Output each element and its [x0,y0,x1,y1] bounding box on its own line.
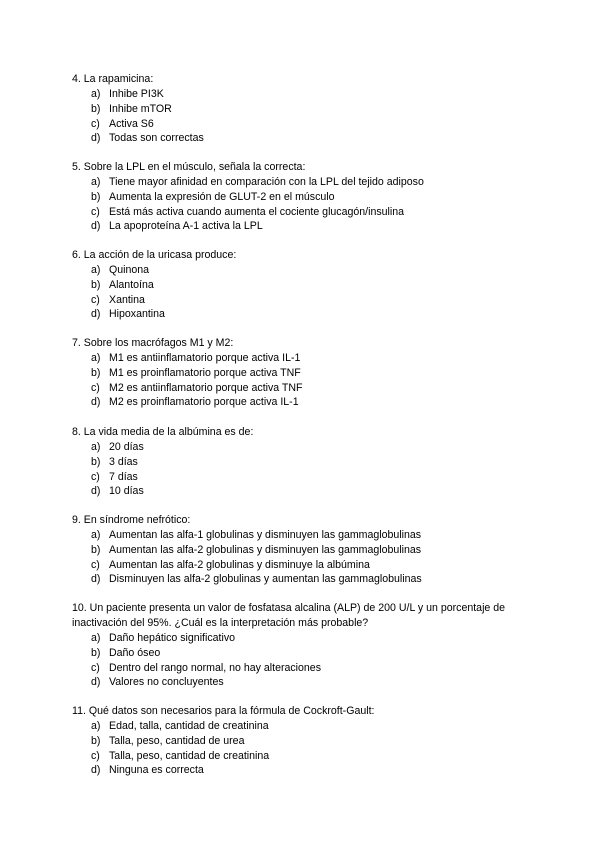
question-6 [72,248,532,322]
option-text: Xantina [109,293,145,306]
option-text: Ninguna es correcta [109,764,204,777]
option-text: Valores no concluyentes [109,676,224,689]
question-4 [72,72,532,146]
option-a [72,528,532,543]
option-letter: b) [91,543,101,556]
option-d [72,395,532,410]
option-b [72,455,532,470]
option-b [72,543,532,558]
option-letter: c) [91,205,100,218]
question-10 [72,601,532,690]
option-text: Está más activa cuando aumenta el cociente glucagón/insulina [109,205,405,218]
option-list [72,175,532,234]
option-c [72,381,532,396]
option-text: Aumenta la expresión de GLUT-2 en el músculo [109,190,335,203]
option-text: Disminuyen las alfa-2 globulinas y aumentan las gammaglobulinas [109,573,422,586]
option-text: Aumentan las alfa-2 globulinas y disminuye la albúmina [109,558,370,571]
option-letter: b) [91,455,101,468]
option-d [72,572,532,587]
option-letter: d) [91,220,101,233]
option-text: Aumentan las alfa-1 globulinas y disminuyen las gammaglobulinas [109,529,422,541]
option-text: Talla, peso, cantidad de urea [109,734,245,747]
option-letter: a) [91,529,101,541]
question-stem: 8. La vida media de la albúmina es de: [72,426,254,438]
option-d [72,307,532,322]
question-stem: 5. Sobre la LPL en el músculo, señala la correcta: [72,161,306,173]
option-list [72,528,532,587]
question-stem: 7. Sobre los macrófagos M1 y M2: [72,337,234,349]
option-letter: c) [91,470,100,483]
option-text: 7 días [109,470,138,483]
option-d [72,484,532,499]
option-letter: d) [91,573,101,586]
option-list [72,631,532,690]
option-b [72,366,532,381]
option-text: 20 días [109,441,144,453]
option-b [72,734,532,749]
option-c [72,558,532,573]
option-letter: c) [91,381,100,394]
option-c [72,470,532,485]
option-list [72,351,532,410]
option-b [72,646,532,661]
option-letter: b) [91,102,101,115]
option-letter: a) [91,264,101,276]
option-letter: a) [91,720,101,732]
option-text: M1 es antiinflamatorio porque activa IL-1 [109,352,301,364]
option-letter: d) [91,676,101,689]
option-d [72,675,532,690]
option-c [72,205,532,220]
question-stem: 11. Qué datos son necesarios para la fórmula de Cockroft-Gault: [72,705,375,717]
option-text: Edad, talla, cantidad de creatinina [109,720,269,732]
option-c [72,749,532,764]
option-letter: b) [91,278,101,291]
option-letter: b) [91,734,101,747]
option-letter: a) [91,441,101,453]
option-a [72,351,532,366]
option-b [72,190,532,205]
question-5 [72,160,532,234]
option-letter: d) [91,132,101,145]
option-a [72,175,532,190]
option-text: Alantoína [109,278,154,291]
option-text: Tiene mayor afinidad en comparación con la LPL del tejido adiposo [109,176,424,188]
option-list [72,263,532,322]
option-text: M2 es proinflamatorio porque activa IL-1 [109,396,299,409]
option-text: Talla, peso, cantidad de creatinina [109,749,270,762]
option-text: Daño óseo [109,646,161,659]
option-list [72,87,532,146]
option-c [72,117,532,132]
option-text: Daño hepático significativo [109,632,236,644]
option-a [72,263,532,278]
option-text: M2 es antiinflamatorio porque activa TNF [109,381,303,394]
question-stem: 9. En síndrome nefrótico: [72,514,191,526]
option-text: Quinona [109,264,150,276]
question-11 [72,704,532,778]
option-a [72,719,532,734]
option-c [72,293,532,308]
option-text: M1 es proinflamatorio porque activa TNF [109,366,301,379]
option-text: Inhibe PI3K [109,88,164,100]
option-letter: b) [91,366,101,379]
option-a [72,631,532,646]
option-b [72,102,532,117]
option-letter: a) [91,632,101,644]
option-letter: b) [91,190,101,203]
question-stem: 10. Un paciente presenta un valor de fosfatasa alcalina (ALP) de 200 U/L y un porcentaje de inactivación del 95%. ¿Cuál es la interpretación más probable? [72,602,506,629]
option-letter: d) [91,396,101,409]
option-a [72,87,532,102]
option-letter: c) [91,749,100,762]
question-7 [72,336,532,410]
option-text: Todas son correctas [109,132,204,145]
question-9 [72,513,532,587]
option-letter: c) [91,117,100,130]
option-letter: c) [91,293,100,306]
option-letter: d) [91,485,101,498]
option-text: 10 días [109,485,144,498]
option-text: Dentro del rango normal, no hay alteraciones [109,661,321,674]
option-text: Hipoxantina [109,308,165,321]
option-list [72,719,532,778]
option-letter: a) [91,352,101,364]
option-letter: c) [91,558,100,571]
option-text: Activa S6 [109,117,154,130]
option-text: La apoproteína A-1 activa la LPL [109,220,263,233]
option-list [72,440,532,499]
option-c [72,661,532,676]
option-letter: b) [91,646,101,659]
option-a [72,440,532,455]
question-stem: 4. La rapamicina: [72,73,154,85]
option-text: 3 días [109,455,138,468]
option-letter: c) [91,661,100,674]
option-text: Aumentan las alfa-2 globulinas y disminuyen las gammaglobulinas [109,543,422,556]
option-text: Inhibe mTOR [109,102,172,115]
question-stem: 6. La acción de la uricasa produce: [72,249,237,261]
question-8 [72,425,532,499]
option-letter: d) [91,308,101,321]
option-b [72,278,532,293]
option-letter: d) [91,764,101,777]
option-d [72,763,532,778]
option-d [72,219,532,234]
option-letter: a) [91,176,101,188]
option-d [72,131,532,146]
option-letter: a) [91,88,101,100]
